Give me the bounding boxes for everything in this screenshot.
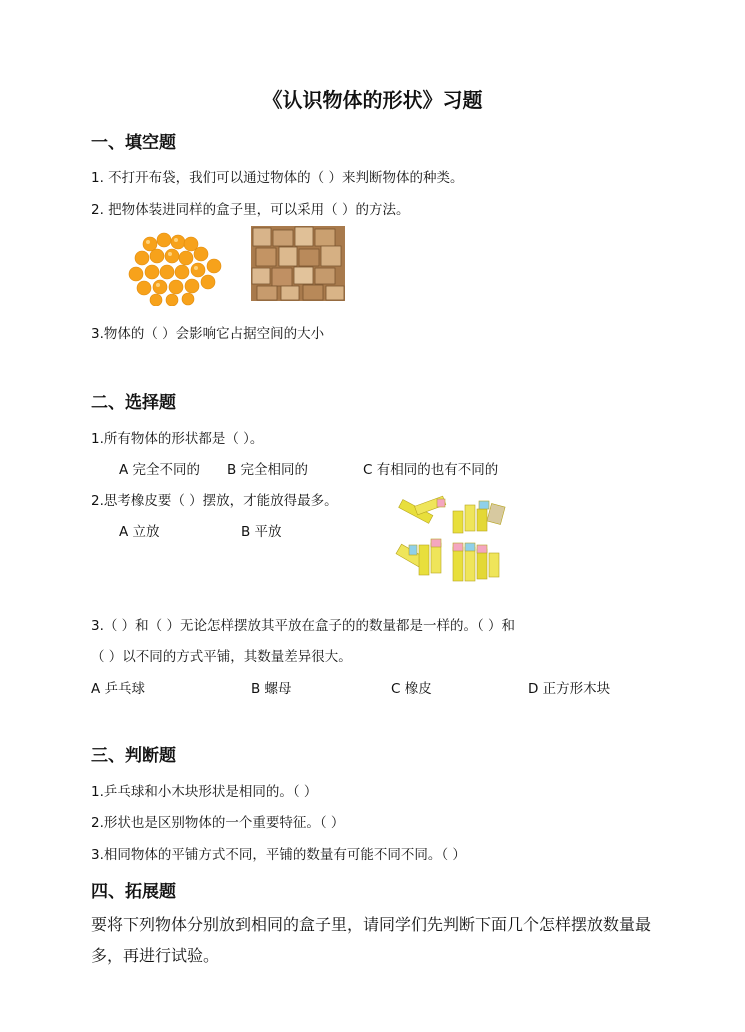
wooden-cubes-image [251,226,345,301]
question-2-1: 1.所有物体的形状都是（ ）。 [91,431,264,447]
option-2-3-a: A 乒乓球 [91,681,146,697]
question-2-3-line2: （ ）以不同的方式平铺，其数量差异很大。 [91,649,352,665]
ping-pong-balls-image [128,230,226,306]
question-1-3: 3.物体的（ ）会影响它占据空间的大小 [91,326,325,342]
section-heading-judgement: 三、判断题 [91,746,176,766]
option-2-1-b: B 完全相同的 [227,462,309,478]
option-2-1-a: A 完全不同的 [119,462,201,478]
question-3-1: 1.乒乓球和小木块形状是相同的。（ ） [91,784,318,800]
question-2-2: 2.思考橡皮要（ ）摆放，才能放得最多。 [91,493,338,509]
section-heading-extension: 四、拓展题 [91,882,176,902]
section-heading-choice: 二、选择题 [91,393,176,413]
option-2-3-b: B 螺母 [251,681,292,697]
erasers-image [393,495,511,587]
option-2-3-c: C 橡皮 [391,681,432,697]
option-2-2-b: B 平放 [241,524,282,540]
extension-text: 要将下列物体分别放到相同的盒子里，请同学们先判断下面几个怎样摆放数量最多，再进行试验。 [91,915,652,965]
page-title: 《认识物体的形状》习题 [262,88,483,112]
question-1-1: 1. 不打开布袋，我们可以通过物体的（ ）来判断物体的种类。 [91,170,464,186]
section-heading-fill-in: 一、填空题 [91,133,176,153]
question-3-3: 3.相同物体的平铺方式不同，平铺的数量有可能不同不同。（ ） [91,847,466,863]
question-2-3-line1: 3.（ ）和（ ）无论怎样摆放其平放在盒子的的数量都是一样的。（ ）和 [91,618,516,634]
option-2-3-d: D 正方形木块 [528,681,611,697]
question-3-2: 2.形状也是区别物体的一个重要特征。（ ） [91,815,345,831]
option-2-1-c: C 有相同的也有不同的 [363,462,499,478]
question-1-2: 2. 把物体装进同样的盒子里，可以采用（ ）的方法。 [91,202,410,218]
option-2-2-a: A 立放 [119,524,160,540]
